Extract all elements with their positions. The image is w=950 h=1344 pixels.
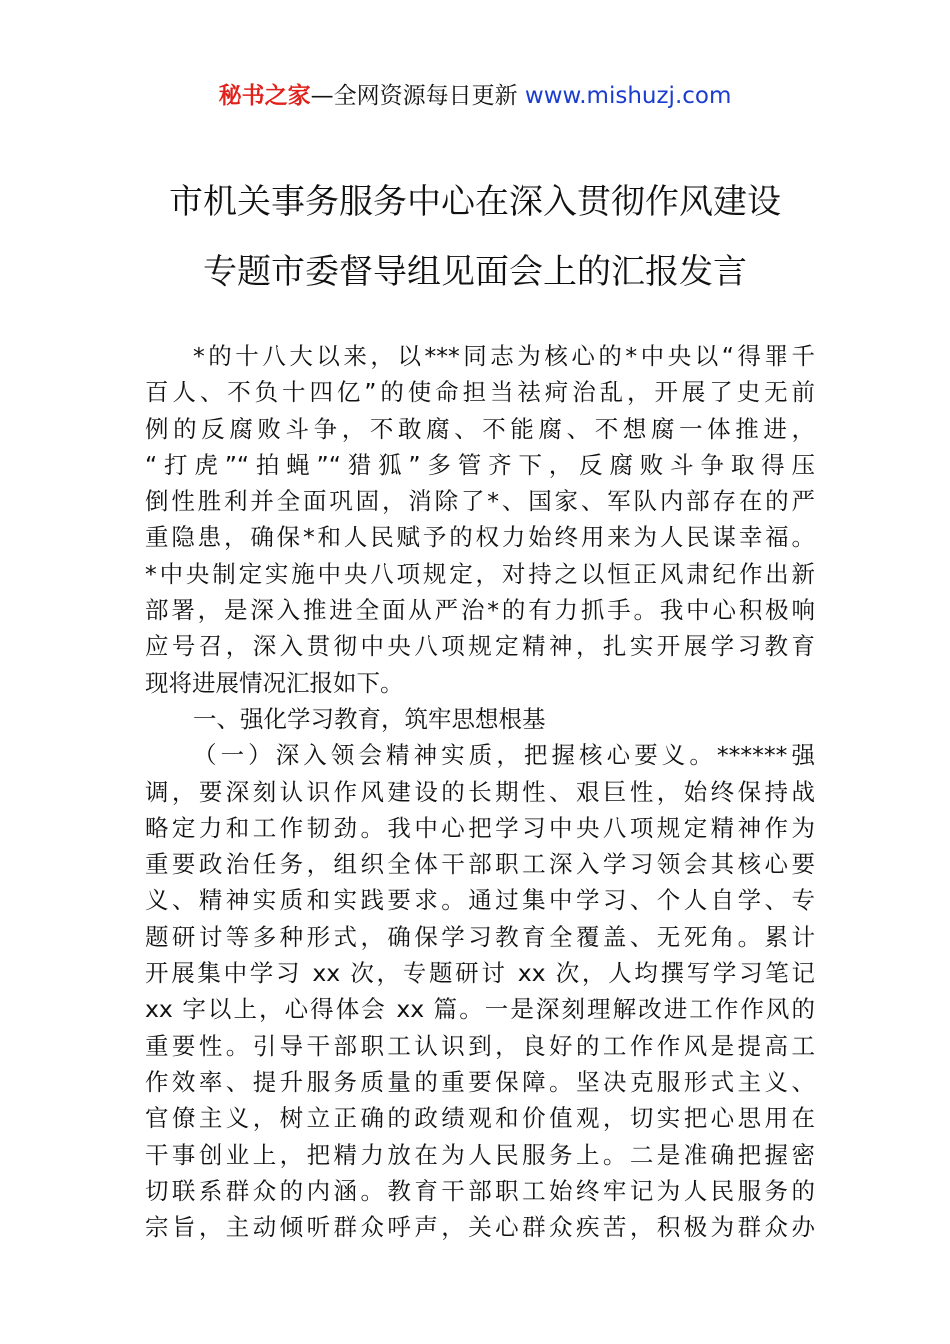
site-link[interactable]: www.mishuzj.com (524, 83, 732, 109)
body-line: 切联系群众的内涵。教育干部职工始终牢记为人民服务的 (145, 1176, 815, 1205)
document-title-line-2: 专题市委督导组见面会上的汇报发言 (203, 252, 747, 292)
body-line: 官僚主义，树立正确的政绩观和价值观，切实把心思用在 (145, 1104, 815, 1133)
body-line: 略定力和工作韧劲。我中心把学习中央八项规定精神作为 (145, 813, 815, 842)
body-line: “打虎”“拍蝇”“猎狐”多管齐下，反腐败斗争取得压 (145, 450, 815, 479)
site-header (0, 80, 950, 112)
body-line: *的十八大以来，以***同志为核心的*中央以“得罪千 (193, 342, 815, 370)
body-line: 百人、不负十四亿”的使命担当祛疴治乱，开展了史无前 (145, 378, 815, 407)
body-line: 重要性。引导干部职工认识到，良好的工作作风是提高工 (145, 1031, 815, 1060)
body-line: 倒性胜利并全面巩固，消除了*、国家、军队内部存在的严 (145, 487, 815, 516)
body-line: 部署，是深入推进全面从严治*的有力抓手。我中心积极响 (145, 596, 815, 625)
body-line: xx 字以上，心得体会 xx 篇。一是深刻理解改进工作作风的 (145, 995, 815, 1024)
body-line: 重要政治任务，组织全体干部职工深入学习领会其核心要 (145, 850, 815, 879)
body-line: 干事创业上，把精力放在为人民服务上。二是准确把握密 (145, 1140, 815, 1169)
document-title-line-1: 市机关事务服务中心在深入贯彻作风建设 (169, 182, 781, 222)
body-line: 题研讨等多种形式，确保学习教育全覆盖、无死角。累计 (145, 922, 815, 951)
document-body (145, 338, 815, 1245)
body-line: 应号召，深入贯彻中央八项规定精神，扎实开展学习教育 (145, 632, 815, 661)
body-line: 义、精神实质和实践要求。通过集中学习、个人自学、专 (145, 886, 815, 915)
body-line: （一）深入领会精神实质，把握核心要义。******强 (193, 741, 815, 770)
body-line: 重隐患，确保*和人民赋予的权力始终用来为人民谋幸福。 (145, 523, 815, 552)
body-line: 例的反腐败斗争，不敢腐、不能腐、不想腐一体推进， (145, 414, 815, 443)
brand-name: 秘书之家 (218, 83, 311, 109)
body-line: 作效率、提升服务质量的重要保障。坚决克服形式主义、 (145, 1067, 815, 1096)
section-heading: 一、强化学习教育，筑牢思想根基 (193, 704, 546, 733)
body-line: 开展集中学习 xx 次，专题研讨 xx 次，人均撰写学习笔记 (145, 959, 815, 988)
body-line: 调，要深刻认识作风建设的长期性、艰巨性，始终保持战 (145, 777, 815, 806)
body-line: *中央制定实施中央八项规定，对持之以恒正风肃纪作出新 (145, 559, 815, 588)
header-tagline: —全网资源每日更新 (310, 83, 525, 109)
body-line: 宗旨，主动倾听群众呼声，关心群众疾苦，积极为群众办 (145, 1213, 815, 1242)
body-line: 现将进展情况汇报如下。 (145, 668, 404, 697)
